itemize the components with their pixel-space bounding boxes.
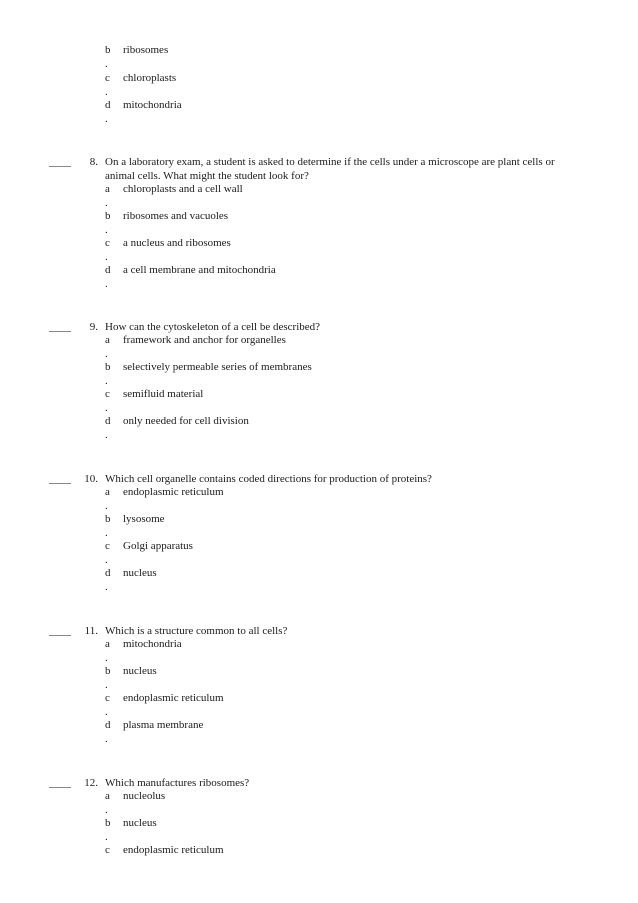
question-number-11: 11. [84,625,98,637]
question-text-10: Which cell organelle contains coded directions for production of proteins? [105,473,432,485]
q11-option-b: b nucleus [105,665,157,677]
question-text-12: Which manufactures ribosomes? [105,777,250,789]
q10-option-c: c Golgi apparatus [105,540,193,552]
question-number-10: 10. [84,473,98,485]
document-page: b ribosomes . c chloroplasts . d mitochondria . ____ 8. On a laboratory exam, a student is asked to determine if the cells under a microscope are plant cells or animal cells. What might the student look for? a chloroplasts and a cell wall . b ribosomes and vacuoles . c a nucleus and ribosomes . d a cell membrane and mitochondria . ____ 9. How can the cytoskeleton of a cell be described? a framework and anchor for organelles . b selectively permeable series of membranes . c semifluid material . d only needed for cell division . ____ 10. Which cell organelle contains coded directions for production of proteins? a endoplasmic reticulum . b lysosome . c Golgi apparatus . d nucleus . ____ 11. Which is a structure common to all cells? a mitochondria . b nucleus . c endoplasmic reticulum . d plasma membrane . ____ 12. Which manufactures ribosomes? a nucleolus . b nucleus . c endoplasmic reticulum [0,0,638,903]
question-number-9: 9. [89,321,98,333]
q9-option-c: c semifluid material [105,388,204,400]
q12-option-c: c endoplasmic reticulum [105,844,224,856]
question-text-11: Which is a structure common to all cells? [105,625,288,637]
q8-option-c: c a nucleus and ribosomes [105,237,231,249]
question-number-8: 8. [89,156,98,168]
q12-option-b: b nucleus [105,817,157,829]
q9-option-d: d only needed for cell division [105,415,249,427]
q8-option-b: b ribosomes and vacuoles [105,210,229,222]
q11-option-a: a mitochondria [105,638,182,650]
answer-blank-9[interactable]: ____ [49,321,71,333]
q9-option-b: b selectively permeable series of membranes [105,361,312,373]
q11-option-c: c endoplasmic reticulum [105,692,224,704]
option-c: c chloroplasts [105,72,177,84]
q8-option-a: a chloroplasts and a cell wall [105,183,243,195]
q10-option-a: a endoplasmic reticulum [105,486,224,498]
q10-option-d: d nucleus [105,567,157,579]
question-number-12: 12. [84,777,98,789]
question-text-9: How can the cytoskeleton of a cell be described? [105,321,321,333]
option-d: d mitochondria [105,99,182,111]
answer-blank-12[interactable]: ____ [49,777,71,789]
option-b: b ribosomes [105,44,169,56]
answer-blank-8[interactable]: ____ [49,156,71,168]
question-text-8: On a laboratory exam, a student is asked to determine if the cells under a microscope are plant cells or animal cells. What might the student look for? [105,156,555,182]
q11-option-d: d plasma membrane [105,719,204,731]
q12-option-a: a nucleolus [105,790,166,802]
q10-option-b: b lysosome [105,513,165,525]
answer-blank-11[interactable]: ____ [49,625,71,637]
q9-option-a: a framework and anchor for organelles [105,334,286,346]
q8-option-d: d a cell membrane and mitochondria [105,264,276,276]
answer-blank-10[interactable]: ____ [49,473,71,485]
